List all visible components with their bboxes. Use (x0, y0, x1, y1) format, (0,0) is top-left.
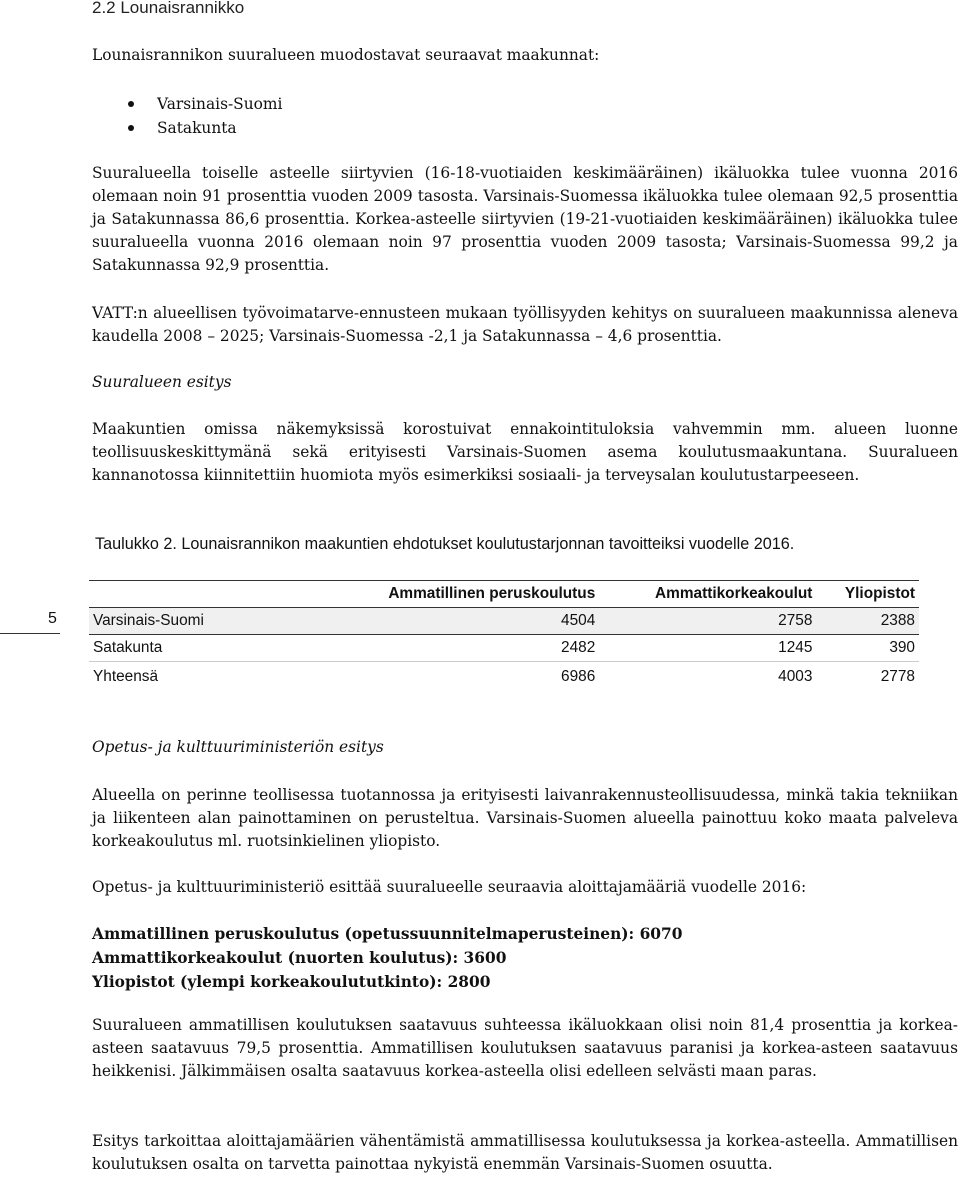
ministry-paragraph: Alueella on perinne teollisessa tuotannossa ja erityisesti laivanrakennusteollisuudessa, minkä takia tekniikan ja liikenteen alan painottaminen on perusteltua. Varsinais-Suomen alueella painottuu koko maata palveleva korkeakoulutus ml. ruotsinkielinen yliopisto. (92, 786, 958, 850)
region-cell: Varsinais-Suomi (89, 608, 317, 635)
table-row (89, 662, 919, 693)
purpose-paragraph: Esitys tarkoittaa aloittajamäärien vähentämistä ammatillisessa koulutuksessa ja korkea-asteella. Ammatillisen koulutuksen osalta on tarvetta painottaa nykyistä enemmän Varsinais-Suomen osuutta. (92, 1132, 958, 1173)
education-targets-table (89, 580, 919, 692)
region-cell: Satakunta (89, 635, 317, 662)
page-number: 5 (48, 610, 57, 627)
header-cell (89, 581, 317, 608)
value-cell: 1245 (599, 635, 816, 662)
list-item: Varsinais-Suomi (128, 92, 282, 116)
value-cell: 2388 (816, 608, 919, 635)
header-cell: Ammattikorkeakoulut (599, 581, 816, 608)
value-cell: 390 (816, 635, 919, 662)
table-caption: Taulukko 2. Lounaisrannikon maakuntien ehdotukset koulutustarjonnan tavoitteiksi vuodelle 2016. (95, 535, 795, 553)
starting-number-line: Ammattikorkeakoulut (nuorten koulutus): 3600 (92, 949, 507, 967)
region-list (128, 92, 282, 140)
value-cell: 2482 (317, 635, 599, 662)
region-proposal-paragraph: Maakuntien omissa näkemyksissä korostuivat ennakointituloksia vahvemmin mm. alueen luonne teollisuuskeskittymänä sekä erityisesti Varsinais-Suomen asema koulutusmaakuntana. Suuralueen kannanotossa kiinnitettiin huomiota myös esimerkiksi sosiaali- ja terveysalan koulutustarpeeseen. (92, 420, 958, 484)
region-proposal-heading: Suuralueen esitys (92, 373, 232, 391)
vatt-paragraph: VATT:n alueellisen työvoimatarve-ennusteen mukaan työllisyyden kehitys on suuralueen maakunnissa aleneva kaudella 2008 – 2025; Varsinais-Suomessa -2,1 ja Satakunnassa – 4,6 prosenttia. (92, 304, 958, 345)
starting-number-line: Ammatillinen peruskoulutus (opetussuunnitelmaperusteinen): 6070 (92, 925, 683, 943)
value-cell: 4504 (317, 608, 599, 635)
table-row (89, 608, 919, 635)
table-header-row (89, 581, 919, 608)
total-cell: Yhteensä (93, 668, 159, 685)
coverage-paragraph: Suuralueen ammatillisen koulutuksen saatavuus suhteessa ikäluokkaan olisi noin 81,4 prosenttia ja korkea-asteen saatavuus 79,5 prosenttia. Ammatillisen koulutuksen saatavuus paranisi ja korkea-asteen saatavuus heikkenisi. Jälkimmäisen osalta saatavuus korkea-asteella olisi edelleen selvästi maan paras. (92, 1016, 958, 1080)
starting-numbers (92, 922, 958, 994)
page-number-rule (0, 633, 60, 634)
intro-text: Lounaisrannikon suuralueen muodostavat seuraavat maakunnat: (92, 46, 600, 64)
list-item: Satakunta (128, 116, 282, 140)
ministry-intro-paragraph: Opetus- ja kulttuuriministeriö esittää suuralueelle seuraavia aloittajamääriä vuodelle 2016: (92, 878, 807, 896)
value-cell: 6986 (561, 668, 596, 685)
section-heading: 2.2 Lounaisrannikko (92, 0, 245, 17)
table-row (89, 635, 919, 662)
starting-number-line: Yliopistot (ylempi korkeakoulututkinto): 2800 (92, 973, 491, 991)
value-cell: 2758 (599, 608, 816, 635)
age-cohort-paragraph: Suuralueella toiselle asteelle siirtyvien (16-18-vuotiaiden keskimääräinen) ikäluokka tulee vuonna 2016 olemaan noin 91 prosenttia vuoden 2009 tasosta. Varsinais-Suomessa ikäluokka tulee olemaan 92,5 prosenttia ja Satakunnassa 86,6 prosenttia. Korkea-asteelle siirtyvien (19-21-vuotiaiden keskimääräinen) ikäluokka tulee suuralueella vuonna 2016 olemaan noin 97 prosenttia vuoden 2009 tasosta; Varsinais-Suomessa 99,2 ja Satakunnassa 92,9 prosenttia. (92, 164, 958, 274)
value-cell: 2778 (880, 668, 915, 685)
header-cell: Ammatillinen peruskoulutus (317, 581, 599, 608)
header-cell: Yliopistot (816, 581, 919, 608)
ministry-proposal-heading: Opetus- ja kulttuuriministeriön esitys (92, 738, 384, 756)
value-cell: 4003 (778, 668, 813, 685)
